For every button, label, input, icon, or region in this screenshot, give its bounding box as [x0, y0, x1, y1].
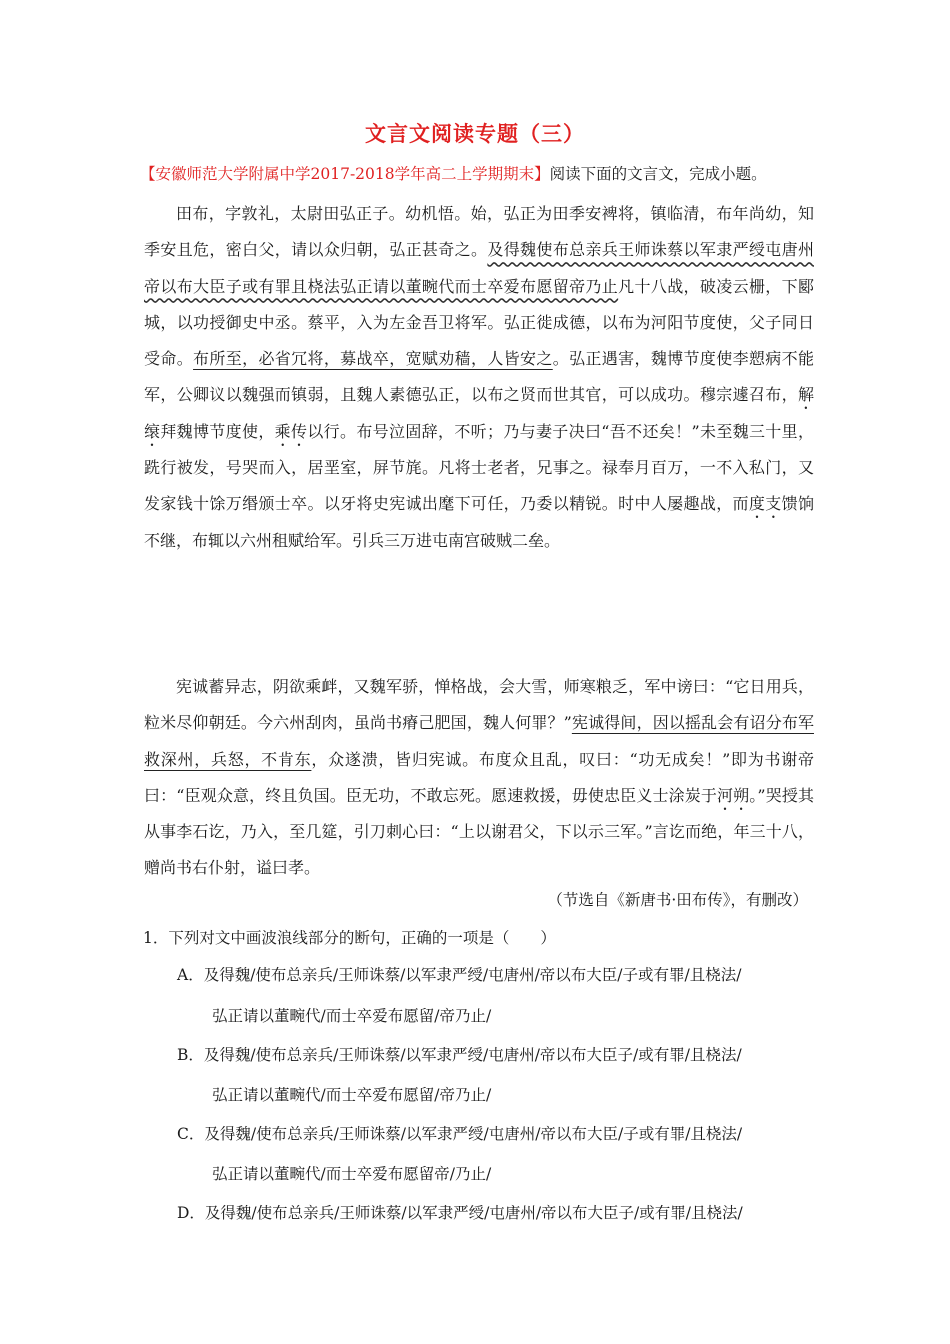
- page-title: 文言文阅读专题（三）: [365, 121, 585, 146]
- underlined-sentence: 宪诚得间，因以摇乱会有诏分布军救深州，兵怒，不肯东: [144, 713, 814, 769]
- passage-text: 以行。布号泣固辞，不听；乃与妻子决曰“吾不还矣！”未至魏三十里，跣行被发，号哭而入，居垩室，屏节旄。凡将士老者，兄事之。禄奉月百万，一不入私门，又发家钱十馀万缗颁士卒。以牙将史宪诚出麾下可任，乃委以精锐。时中人屡趣战，而: [144, 421, 814, 514]
- source-tag: 【安徽师范大学附属中学2017-2018学年高二上学期期末】: [140, 165, 550, 183]
- passage-text: 凡十八战，破凌云栅，下郾城，以功授御史中丞。蔡平，入为左金吾卫将军。弘正徙成德，以布为河阳节度使，父子同日受命。: [144, 276, 814, 369]
- dotted-word: 乘传: [274, 421, 308, 441]
- dotted-word: 解缞: [144, 385, 814, 441]
- passage-text: 宪诚蓄异志，阴欲乘衅，又魏军骄，惮格战，会大雪，师寒粮乏，军中谤曰：“它日用兵，粒米尽仰朝廷。今六州刮肉，虽尚书瘠己肥国，魏人何罪？”: [144, 677, 814, 733]
- dotted-word: 度支: [748, 494, 782, 514]
- option-d-line-1: D．及得魏/使布总亲兵/王师诛蔡/以军隶严绶/屯唐州/帝以布大臣子/或有罪/且桡法/: [177, 1204, 743, 1222]
- source-instruction: 阅读下面的文言文，完成小题。: [549, 165, 767, 183]
- option-b-line-2: 弘正请以董畹代/而士卒爱布愿留/帝乃止/: [212, 1086, 492, 1104]
- passage-attribution: （节选自《新唐书·田布传》，有删改）: [547, 891, 808, 909]
- dotted-word: 河朔: [717, 785, 750, 805]
- option-b-line-1: B．及得魏/使布总亲兵/王师诛蔡/以军隶严绶/屯唐州/帝以布大臣子/或有罪/且桡法/: [177, 1046, 742, 1064]
- wavy-underlined-text: 及得魏使布总亲兵王师诛蔡以军隶严绶屯唐州帝以布大臣子或有罪且桡法弘正请以董畹代而士卒爱布愿留帝乃止: [144, 240, 814, 296]
- passage-text: 。弘正遇害，魏博节度使李愬病不能军，公卿议以魏强而镇弱，且魏人素德弘正，以布之贤而世其官，可以成功。穆宗遽召布，: [144, 349, 814, 405]
- underlined-sentence: 布所至，必省冗将，募战卒，宽赋劝穑，人皆安之: [193, 349, 553, 369]
- option-a-line-1: A．及得魏/使布总亲兵/王师诛蔡/以军隶严绶/屯唐州/帝以布大臣/子或有罪/且桡法/: [177, 966, 742, 984]
- passage-text: 。”哭授其从事李石讫，乃入，至几筵，引刀刺心曰：“上以谢君父，下以示三军。”言讫而绝，年三十八，赠尚书右仆射，谥曰孝。: [144, 785, 814, 878]
- passage-text: 拜魏博节度使，: [160, 421, 275, 441]
- passage-text: 馈饷不继，布辄以六州租赋给军。引兵三万进屯南宫破贼二垒。: [144, 494, 814, 550]
- passage-paragraph-1: [144, 196, 814, 559]
- question-stem: 1．下列对文中画波浪线部分的断句，正确的一项是（ ）: [143, 929, 556, 947]
- option-a-line-2: 弘正请以董畹代/而士卒爱布愿留/帝乃止/: [212, 1007, 492, 1025]
- option-c-line-2: 弘正请以董畹代/而士卒爱布愿留帝/乃止/: [212, 1165, 492, 1183]
- passage-text: ，众遂溃，皆归宪诚。布度众且乱，叹曰：“功无成矣！”即为书谢帝曰：“臣观众意，终且负国。臣无功，不敢忘死。愿速救援，毋使忠臣义士涂炭于: [144, 749, 814, 805]
- source-line: [140, 163, 840, 185]
- passage-paragraph-2: [144, 669, 814, 887]
- option-c-line-1: C．及得魏/使布总亲兵/王师诛蔡/以军隶严绶/屯唐州/帝以布大臣/子或有罪/且桡法/: [177, 1125, 743, 1143]
- passage-text: 田布，字敦礼，太尉田弘正子。幼机悟。始，弘正为田季安裨将，镇临清，布年尚幼，知季安且危，密白父，请以众归朝，弘正甚奇之。: [144, 204, 814, 260]
